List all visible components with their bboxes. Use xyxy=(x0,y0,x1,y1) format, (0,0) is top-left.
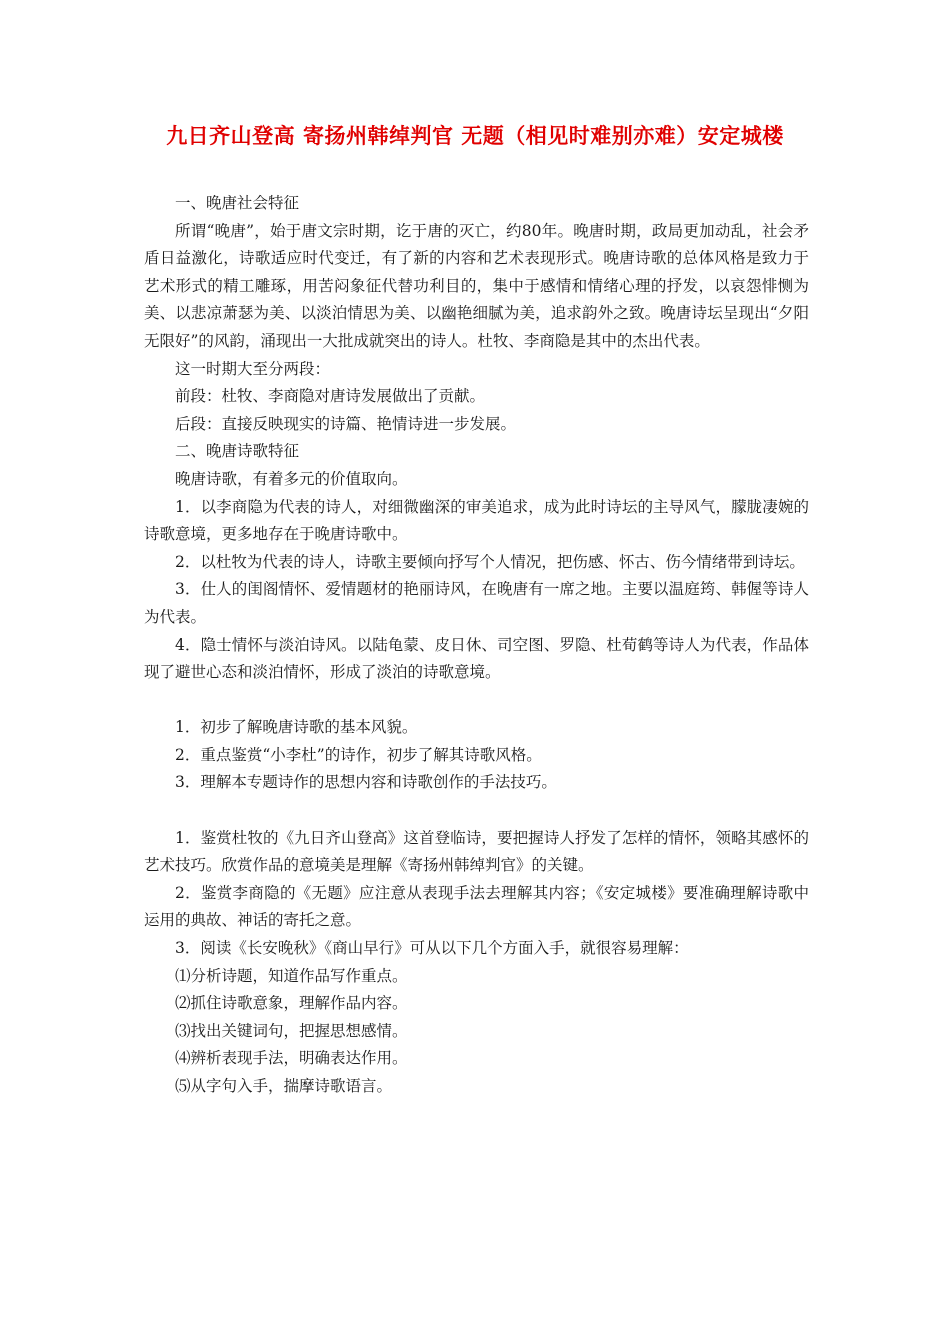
section-heading-society: 一、晚唐社会特征 xyxy=(175,194,300,212)
paragraph-late-period: 后段：直接反映现实的诗篇、艳情诗进一步发展。 xyxy=(175,414,517,433)
paragraph-values: 晚唐诗歌，有着多元的价值取向。 xyxy=(175,469,408,488)
spacer xyxy=(144,797,809,825)
list-item-step-5: ⑸从字句入手，揣摩诗歌语言。 xyxy=(175,1077,393,1095)
list-item-step-1: ⑴分析诗题，知道作品写作重点。 xyxy=(175,966,408,985)
list-item-step-2: ⑵抓住诗歌意象，理解作品内容。 xyxy=(175,994,408,1013)
list-item-feature-4: 4．隐士情怀与淡泊诗风。以陆龟蒙、皮日休、司空图、罗隐、杜荀鹤等诗人为代表，作品体现了避世心态和淡泊情怀，形成了淡泊的诗歌意境。 xyxy=(144,635,809,682)
paragraph-late-tang-intro: 所谓“晚唐”，始于唐文宗时期，讫于唐的灭亡，约80年。晚唐时期，政局更加动乱，社会矛盾日益激化，诗歌适应时代变迁，有了新的内容和艺术表现形式。晚唐诗歌的总体风格是致力于艺术形式的精工雕琢，用苦闷象征代替功利目的，集中于感情和情绪心理的抒发，以哀怨悱恻为美、以悲凉萧瑟为美、以淡泊情思为美、以幽艳细腻为美，追求韵外之致。晚唐诗坛呈现出“夕阳无限好”的风韵，涌现出一大批成就突出的诗人。杜牧、李商隐是其中的杰出代表。 xyxy=(144,221,809,350)
document-title: 九日齐山登高 寄扬州韩绰判官 无题（相见时难别亦难）安定城楼 xyxy=(166,124,784,148)
paragraph-two-periods: 这一时期大至分两段： xyxy=(175,359,331,378)
list-item-method-3: 3．阅读《长安晚秋》《商山早行》可从以下几个方面入手，就很容易理解： xyxy=(175,939,689,958)
list-item-step-4: ⑷辨析表现手法，明确表达作用。 xyxy=(175,1049,408,1068)
list-item-feature-2: 2．以杜牧为代表的诗人，诗歌主要倾向抒写个人情况，把伤感、怀古、伤今情绪带到诗坛。 xyxy=(175,552,805,571)
list-item-method-2: 2．鉴赏李商隐的《无题》应注意从表现手法去理解其内容；《安定城楼》要准确理解诗歌中运用的典故、神话的寄托之意。 xyxy=(144,883,809,930)
list-item-feature-1: 1．以李商隐为代表的诗人，对细微幽深的审美追求，成为此时诗坛的主导风气，朦胧凄婉的诗歌意境，更多地存在于晚唐诗歌中。 xyxy=(144,497,809,544)
paragraph-early-period: 前段：杜牧、李商隐对唐诗发展做出了贡献。 xyxy=(175,387,486,406)
list-item-goal-2: 2．重点鉴赏“小李杜”的诗作，初步了解其诗歌风格。 xyxy=(175,745,542,764)
section-heading-poetry: 二、晚唐诗歌特征 xyxy=(175,442,300,461)
spacer xyxy=(144,687,809,715)
list-item-feature-3: 3．仕人的闺阁情怀、爱情题材的艳丽诗风，在晚唐有一席之地。主要以温庭筠、韩偓等诗人为代表。 xyxy=(144,580,809,626)
list-item-goal-3: 3．理解本专题诗作的思想内容和诗歌创作的手法技巧。 xyxy=(175,773,557,792)
list-item-goal-1: 1．初步了解晚唐诗歌的基本风貌。 xyxy=(175,718,418,737)
list-item-method-1: 1．鉴赏杜牧的《九日齐山登高》这首登临诗，要把握诗人抒发了怎样的情怀，领略其感怀的艺术技巧。欣赏作品的意境美是理解《寄扬州韩绰判官》的关键。 xyxy=(144,828,809,875)
document-body xyxy=(144,190,809,1101)
list-item-step-3: ⑶找出关键词句，把握思想感情。 xyxy=(175,1021,408,1040)
